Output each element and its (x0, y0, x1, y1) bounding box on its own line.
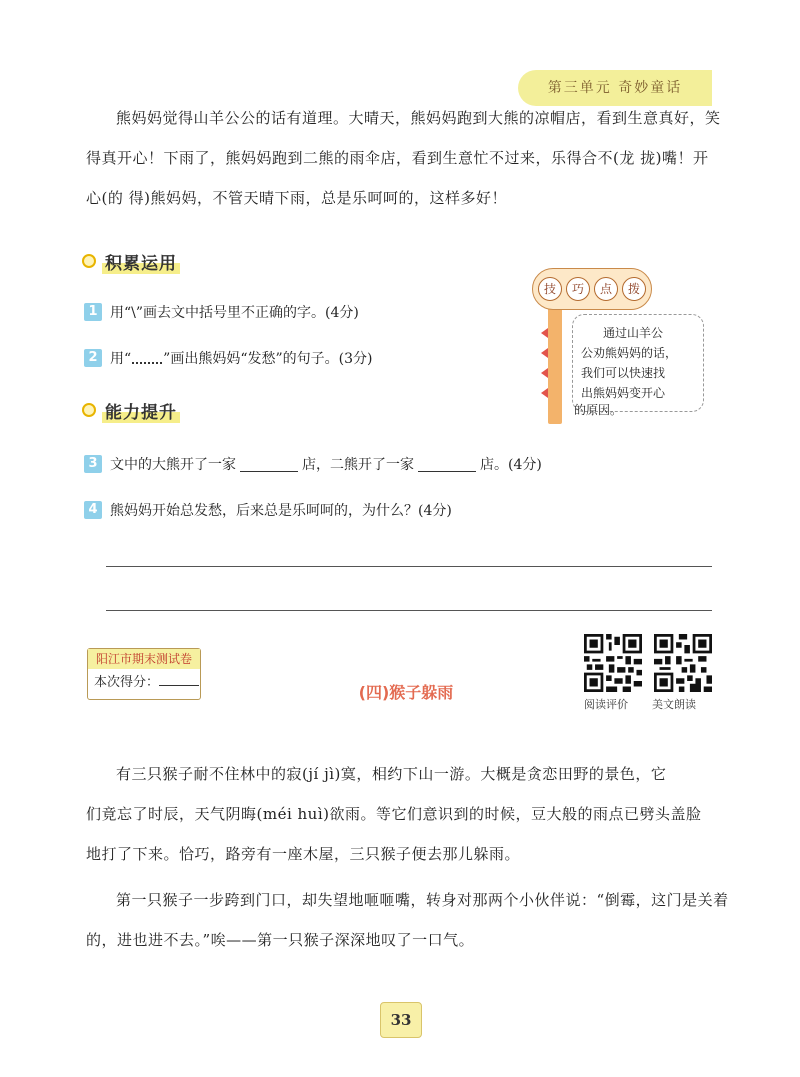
triangle-icon (541, 328, 548, 338)
question-text: 熊妈妈开始总发愁，后来总是乐呵呵的，为什么？(4分) (110, 503, 452, 519)
section-nengli (82, 397, 180, 423)
score-blank[interactable] (159, 671, 199, 686)
tip-bubble (572, 314, 704, 412)
question-number: 1 (84, 303, 102, 321)
answer-line[interactable] (106, 566, 712, 567)
question-text-after: ”画出熊妈妈“发愁”的句子。(3分) (163, 351, 373, 367)
triangle-icon (541, 368, 548, 378)
tip-post (548, 298, 562, 424)
story1-paragraph (86, 98, 721, 218)
qr-label: 美文朗读 (652, 698, 696, 711)
exam-title: 阳江市期末测试卷 (88, 649, 200, 669)
story2-title: (四)猴子躲雨 (358, 683, 454, 702)
tip-line: 我们可以快速找 (581, 366, 666, 380)
triangle-icon (541, 388, 548, 398)
story2-line-3: 地打了下来。恰巧，路旁有一座木屋，三只猴子便去那儿躲雨。 (86, 845, 521, 863)
unit-tag: 第三单元 奇妙童话 (518, 70, 712, 106)
qr-code-icon[interactable] (654, 634, 712, 692)
question-number: 2 (84, 349, 102, 367)
tip-header (532, 268, 652, 310)
tip-char: 点 (594, 277, 618, 301)
question-3 (84, 452, 542, 476)
section-title: 积累运用 (102, 249, 180, 274)
tip-line: 出熊妈妈变开心 (581, 386, 666, 400)
section-jilei (82, 248, 180, 274)
wavy-line-mark (132, 352, 162, 364)
tip-char: 技 (538, 277, 562, 301)
story1-line-3: 心(的 得)熊妈妈，不管天晴下雨，总是乐呵呵的，这样多好！ (86, 189, 507, 207)
story2-paragraph (86, 754, 729, 958)
tip-char: 拨 (622, 277, 646, 301)
tip-line: 公劝熊妈妈的话， (581, 346, 678, 360)
question-text: 用“\”画去文中括号里不正确的字。(4分) (110, 305, 359, 321)
tip-line-last: 的原因。 (574, 403, 623, 417)
story1-line-2: 得真开心！下雨了，熊妈妈跑到二熊的雨伞店，看到生意忙不过来，乐得合不(龙 拢)嘴！开 (86, 149, 709, 167)
question-text-part1: 文中的大熊开了一家 (110, 457, 236, 473)
section-circle-icon (82, 403, 96, 417)
question-1 (84, 300, 359, 324)
question-text-part3: 店。(4分) (480, 457, 542, 473)
story2-line-2: 们竟忘了时辰，天气阴晦(méi huì)欲雨。等它们意识到的时候，豆大般的雨点已劈头盖脸 (86, 805, 702, 823)
story2-line-5: 的，进也进不去。”唉——第一只猴子深深地叹了一口气。 (86, 931, 475, 949)
story2-line-1: 有三只猴子耐不住林中的寂(jí jì)寞，相约下山一游。大概是贪恋田野的景色，它 (116, 765, 667, 783)
question-number: 3 (84, 455, 102, 473)
answer-blank[interactable] (418, 457, 476, 472)
triangle-icon (541, 348, 548, 358)
question-number: 4 (84, 501, 102, 519)
tip-box (530, 268, 720, 428)
page-number: 33 (380, 1002, 422, 1038)
qr-label: 阅读评价 (584, 698, 628, 711)
qr-code-icon[interactable] (584, 634, 642, 692)
question-2 (84, 346, 372, 370)
section-circle-icon (82, 254, 96, 268)
tip-char: 巧 (566, 277, 590, 301)
answer-line[interactable] (106, 610, 712, 611)
question-text-part2: 店，二熊开了一家 (302, 457, 414, 473)
tip-line: 通过山羊公 (603, 326, 664, 340)
score-label: 本次得分： (94, 675, 160, 690)
exam-score-box (87, 648, 201, 700)
story1-line-1: 熊妈妈觉得山羊公公的话有道理。大晴天，熊妈妈跑到大熊的凉帽店，看到生意真好，笑 (116, 109, 721, 127)
exam-score (88, 669, 200, 697)
section-title: 能力提升 (102, 398, 180, 423)
question-4 (84, 498, 452, 522)
story2-line-4: 第一只猴子一步跨到门口，却失望地咂咂嘴，转身对那两个小伙伴说：“倒霉，这门是关着 (116, 891, 729, 909)
question-text-before: 用“ (110, 351, 132, 367)
answer-blank[interactable] (240, 457, 298, 472)
